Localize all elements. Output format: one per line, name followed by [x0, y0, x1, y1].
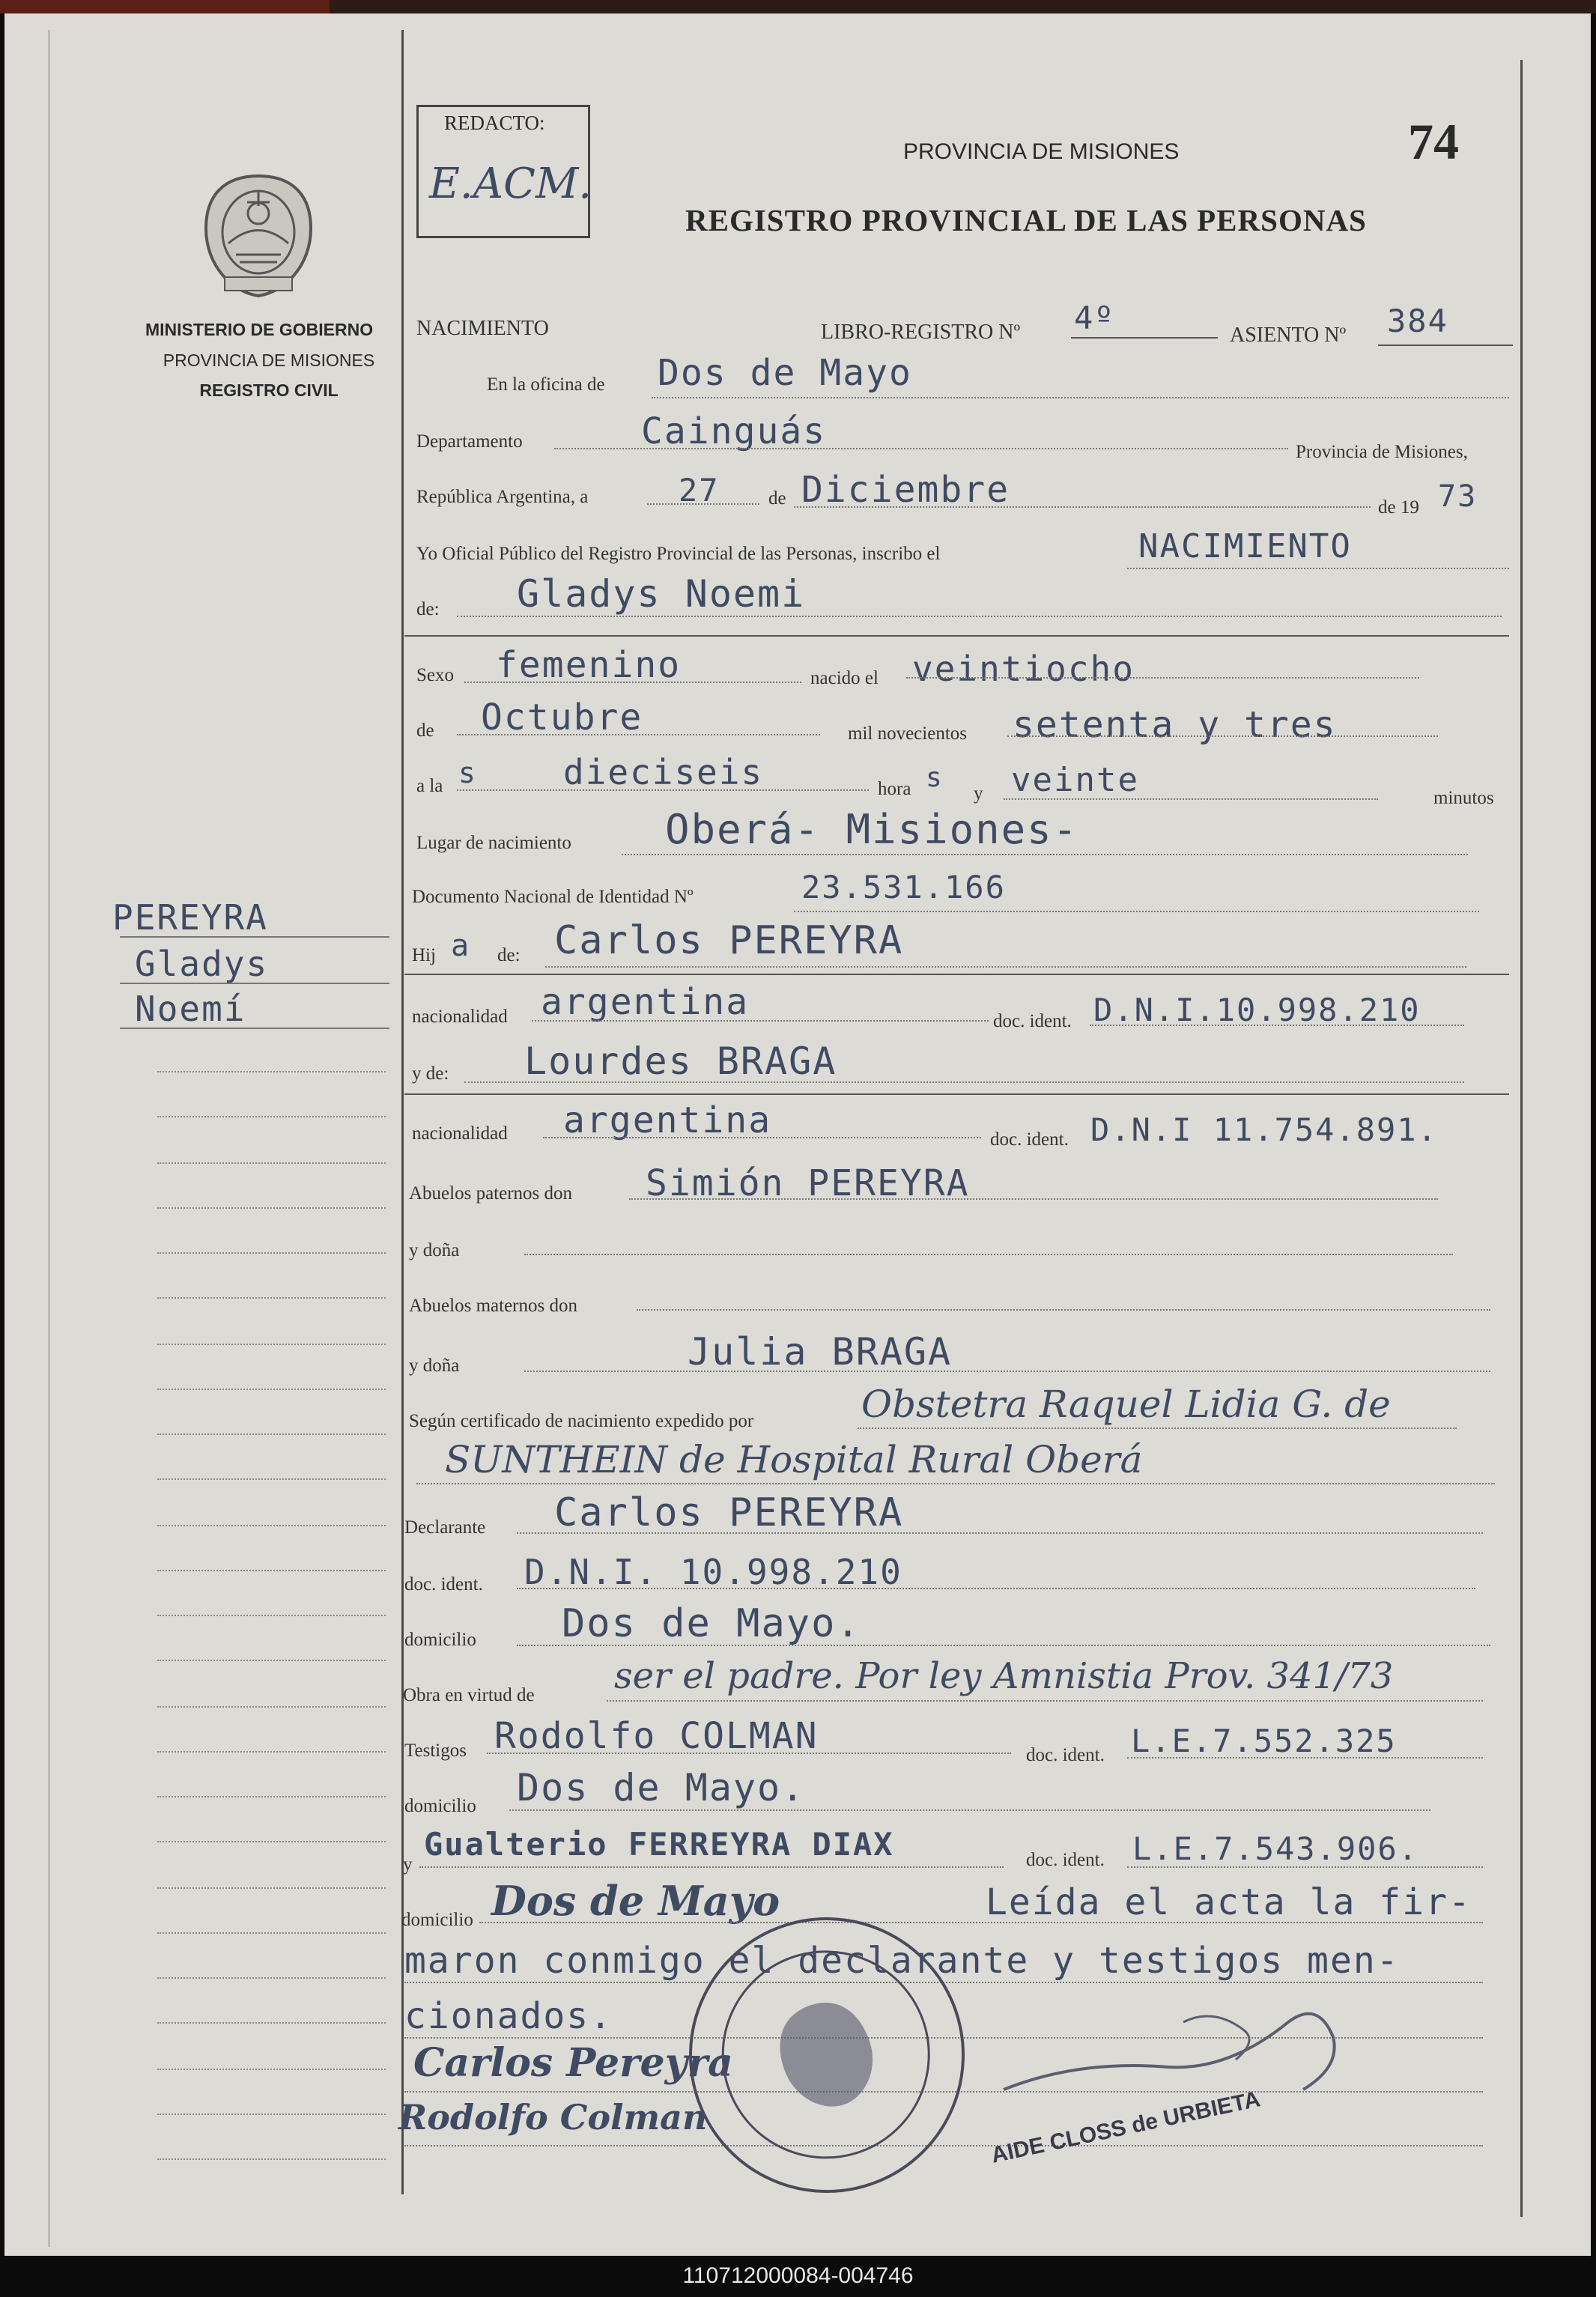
margin-first-name: Gladys [135, 944, 269, 984]
hour-line [457, 789, 869, 791]
maternal-line [637, 1309, 1490, 1311]
margin-line [157, 1389, 386, 1390]
hij-de-label: de: [497, 945, 521, 965]
margin-second-name: Noemí [135, 989, 246, 1029]
month-value: Diciembre [801, 469, 1010, 511]
departamento-label: Departamento [416, 431, 523, 452]
testigo-2-line [419, 1866, 1004, 1868]
margin-line [157, 1071, 386, 1072]
margin-line [157, 1751, 386, 1753]
father-name: Carlos PEREYRA [554, 918, 904, 963]
name-line [457, 616, 1502, 617]
margin-line [157, 2069, 386, 2070]
republica-label: República Argentina, a [416, 487, 589, 507]
father-line [545, 966, 1466, 968]
father-nac-line [532, 1020, 989, 1022]
testigo-1-line [487, 1753, 1011, 1754]
margin-line [157, 1660, 386, 1661]
margin-line [120, 936, 389, 938]
departamento-line [554, 448, 1288, 449]
maternal-grandparents-label: Abuelos maternos don [409, 1296, 577, 1316]
mil-label: mil novecientos [848, 723, 967, 744]
libro-line [1071, 337, 1218, 339]
margin-line [157, 2022, 386, 2024]
year-value: 73 [1438, 479, 1478, 514]
header-province: PROVINCIA DE MISIONES [903, 139, 1180, 164]
paternal-line [629, 1198, 1438, 1200]
paternal-grandmother-label: y doña [409, 1240, 460, 1260]
dni-line [794, 911, 1479, 912]
closing-line-2: maron conmigo el declarante y testigos men- [404, 1940, 1400, 1982]
departamento-value: Cainguás [641, 410, 827, 452]
mother-de-label: y de: [412, 1063, 449, 1084]
declarante-docid-label: doc. ident. [404, 1574, 483, 1594]
oficina-value: Dos de Mayo [658, 352, 912, 394]
father-nacionalidad: argentina [541, 981, 750, 1023]
provincia-label: Provincia de Misiones, [1296, 442, 1468, 462]
official-signature [989, 1977, 1378, 2112]
year-words: setenta y tres [1013, 704, 1337, 746]
margin-line [120, 1028, 389, 1029]
minutes-line [1004, 798, 1378, 800]
margin-line [157, 2114, 386, 2115]
testigo-2-y-label: y [403, 1854, 413, 1875]
margin-line [157, 1796, 386, 1797]
certificate-issuer-1: Obstetra Raquel Lidia G. de [861, 1383, 1391, 1426]
margin-line [157, 1116, 386, 1117]
testigo-2-docid-label: doc. ident. [1026, 1850, 1105, 1870]
margin-line [157, 1162, 386, 1164]
mother-name: Lourdes BRAGA [524, 1040, 837, 1083]
image-footer [0, 2256, 1596, 2297]
section-divider [404, 635, 1509, 637]
domicilio-line-1 [517, 1645, 1490, 1646]
domicilio-label-1: domicilio [404, 1630, 476, 1650]
inscribo-value: NACIMIENTO [1138, 527, 1352, 565]
paternal-grandmother-line [524, 1254, 1453, 1255]
margin-line [157, 1344, 386, 1345]
closing-line-3: cionados. [404, 1995, 613, 2037]
signature-line-2 [404, 2145, 1483, 2146]
margin-line [120, 983, 389, 984]
declarante-name: Carlos PEREYRA [554, 1490, 904, 1535]
domicilio-label-2: domicilio [404, 1796, 476, 1816]
left-margin-column [112, 1, 404, 2248]
inscribo-line [1127, 568, 1509, 569]
birth-month: Octubre [481, 697, 643, 738]
year-label: de 19 [1378, 497, 1419, 518]
margin-line [157, 1252, 386, 1254]
registrar-stamp: AIDE CLOSS de URBIETA [989, 2087, 1263, 2168]
minutos-label: minutos [1433, 788, 1494, 808]
domicilio-label-3: domicilio [401, 1910, 473, 1930]
day-line [647, 503, 759, 505]
nacido-value: veintiocho [912, 649, 1135, 689]
sexo-line [464, 682, 801, 683]
margin-line [157, 1706, 386, 1708]
signature-declarante: Carlos Pereyra [413, 2040, 733, 2086]
testigo-1-docid: L.E.7.552.325 [1131, 1723, 1397, 1759]
libro-value: 4º [1074, 300, 1115, 336]
testigo-2-docid-line [1127, 1866, 1483, 1868]
father-docid-label: doc. ident. [993, 1011, 1072, 1031]
maternal-grandmother-line [524, 1371, 1490, 1372]
coat-of-arms-seal [202, 172, 315, 300]
redacto-value: E.ACM. [429, 160, 592, 208]
civil-registry-label: REGISTRO CIVIL [199, 380, 339, 400]
obra-line [607, 1700, 1483, 1702]
asiento-value: 384 [1387, 303, 1448, 339]
birth-month-de-label: de [416, 720, 434, 741]
registered-name: Gladys Noemi [517, 572, 806, 616]
hora-label: hora [878, 779, 911, 799]
father-nacionalidad-label: nacionalidad [412, 1007, 508, 1027]
testigo-2-docid: L.E.7.543.906. [1132, 1830, 1419, 1867]
redacto-box [416, 105, 590, 238]
hora-mark: s [926, 762, 944, 793]
domicilio-value-2: Dos de Mayo. [517, 1766, 806, 1809]
dni-label: Documento Nacional de Identidad Nº [412, 887, 694, 907]
oficina-line [652, 397, 1509, 398]
asiento-label: ASIENTO Nº [1230, 324, 1347, 347]
margin-line [157, 1977, 386, 1979]
margin-line [157, 1570, 386, 1571]
maternal-grandmother-label: y doña [409, 1356, 460, 1376]
section-divider [404, 974, 1509, 975]
nacimiento-label: NACIMIENTO [416, 317, 549, 340]
year-words-line [1007, 735, 1438, 737]
paternal-grandfather: Simión PEREYRA [646, 1162, 970, 1204]
section-divider [404, 1093, 1509, 1095]
mother-nacionalidad: argentina [563, 1099, 772, 1141]
asiento-line [1378, 345, 1513, 346]
day-value: 27 [679, 472, 720, 509]
header-registry-title: REGISTRO PROVINCIAL DE LAS PERSONAS [685, 203, 1367, 237]
testigos-label: Testigos [404, 1741, 467, 1761]
margin-line [157, 1207, 386, 1209]
margin-line [157, 1615, 386, 1616]
mother-docid-label: doc. ident. [990, 1129, 1069, 1150]
certificate-issuer-2: SUNTHEIN de Hospital Rural Oberá [445, 1438, 1143, 1481]
obra-value: ser el padre. Por ley Amnistia Prov. 341/73 [614, 1655, 1394, 1697]
obra-label: Obra en virtud de [403, 1685, 535, 1705]
declarante-label: Declarante [404, 1517, 486, 1538]
margin-line [157, 1297, 386, 1299]
dni-value: 23.531.166 [801, 869, 1006, 905]
form-right-border [1520, 60, 1523, 2217]
paternal-grandparents-label: Abuelos paternos don [409, 1183, 573, 1204]
oficina-label: En la oficina de [487, 374, 605, 395]
domicilio-line-2 [509, 1809, 1430, 1811]
nacido-label: nacido el [810, 668, 879, 688]
ala-label: a la [416, 776, 443, 796]
margin-surname: PEREYRA [112, 897, 268, 938]
margin-line [157, 2158, 386, 2160]
month-line [794, 506, 1371, 508]
declarante-docid: D.N.I. 10.998.210 [524, 1552, 902, 1592]
margin-line [157, 1841, 386, 1842]
libro-label: LIBRO-REGISTRO Nº [821, 321, 1021, 344]
sexo-label: Sexo [416, 665, 454, 685]
left-province-label: PROVINCIA DE MISIONES [163, 351, 375, 370]
maternal-grandmother: Julia BRAGA [688, 1330, 953, 1374]
inscribo-label: Yo Oficial Público del Registro Provincial de las Personas, inscribo el [416, 544, 941, 564]
minutes-value: veinte [1011, 761, 1139, 799]
certificate-label: Según certificado de nacimiento expedido por [409, 1411, 754, 1431]
sexo-value: femenino [496, 644, 682, 686]
testigo-1-name: Rodolfo COLMAN [494, 1715, 819, 1757]
ministry-label: MINISTERIO DE GOBIERNO [145, 320, 374, 339]
lugar-line [622, 854, 1468, 855]
hij-label: Hij [412, 945, 436, 965]
father-docid: D.N.I.10.998.210 [1093, 992, 1421, 1028]
domicilio-value-3: Dos de Mayo [491, 1877, 780, 1925]
mother-docid: D.N.I 11.754.891. [1090, 1111, 1438, 1148]
page-number: 74 [1408, 113, 1459, 170]
page-fold [48, 30, 50, 2247]
mother-line [464, 1081, 1464, 1083]
mother-nac-line [543, 1137, 981, 1138]
margin-line [157, 1932, 386, 1934]
hij-mark: a [451, 929, 471, 963]
ala-mark: s [458, 756, 477, 789]
closing-line-1: Leída el acta la fir- [986, 1881, 1472, 1923]
name-de-label: de: [416, 599, 440, 619]
testigo-1-docid-line [1127, 1757, 1483, 1759]
domicilio-value-1: Dos de Mayo. [562, 1601, 861, 1646]
margin-line [157, 1433, 386, 1435]
lugar-value: Oberá- Misiones- [665, 806, 1079, 853]
declarante-line [517, 1532, 1483, 1534]
hour-value: dieciseis [563, 752, 764, 792]
margin-line [157, 1887, 386, 1889]
birth-month-line [457, 734, 820, 735]
y-label: y [974, 783, 983, 804]
redacto-label: REDACTO: [444, 112, 545, 134]
margin-line [157, 1525, 386, 1526]
testigo-2-name: Gualterio FERREYRA DIAX [424, 1826, 894, 1863]
signature-testigo: Rodolfo Colman [398, 2097, 708, 2137]
month-de-label: de [768, 488, 786, 509]
certificate-line-1 [858, 1427, 1457, 1429]
certificate-line-2 [416, 1483, 1495, 1484]
father-docid-line [1090, 1025, 1464, 1026]
declarante-docid-line [517, 1588, 1475, 1589]
closing-line-1-rule [479, 1922, 1483, 1923]
nacido-line [906, 677, 1419, 679]
document-id: 110712000084-004746 [682, 2263, 914, 2288]
margin-line [157, 1478, 386, 1480]
lugar-label: Lugar de nacimiento [416, 833, 571, 853]
mother-nacionalidad-label: nacionalidad [412, 1123, 508, 1144]
testigo-1-docid-label: doc. ident. [1026, 1745, 1105, 1765]
